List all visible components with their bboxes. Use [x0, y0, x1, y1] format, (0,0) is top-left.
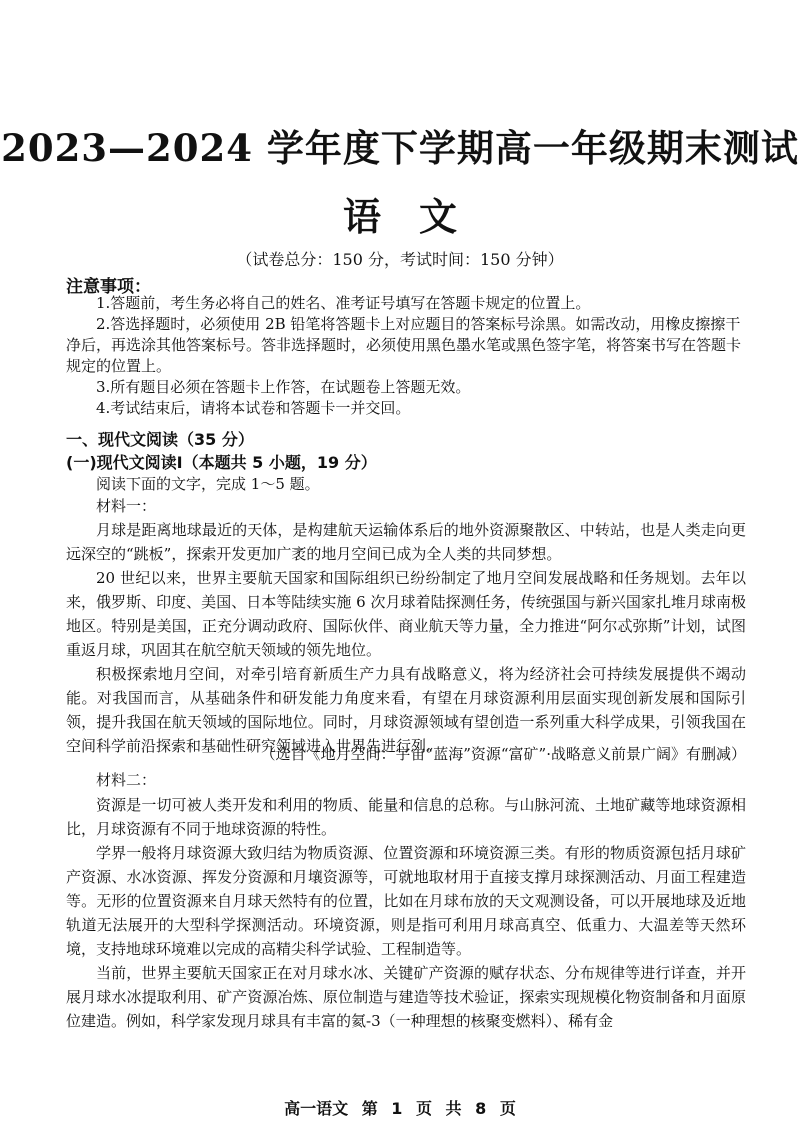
reading-instruction: 阅读下面的文字，完成 1～5 题。: [96, 475, 320, 493]
exam-title: 2023—2024 学年度下学期高一年级期末测试: [1, 126, 799, 170]
section-title: 一、现代文阅读（35 分）: [66, 430, 254, 449]
page-footer: 高一语文 第 1 页 共 8 页: [284, 1099, 516, 1118]
material-2-label: 材料二：: [96, 771, 157, 789]
paragraph: 20 世纪以来，世界主要航天国家和国际组织已纷纷制定了地月空间发展战略和任务规划。去年以来，俄罗斯、印度、美国、日本等陆续实施 6 次月球着陆探测任务，传统强国与新兴国家扎堆月球南极地区。特别是美国，正充分调动政府、国际伙伴、商业航天等力量，全力推进“阿尔忒弥斯”计划，试图重返月球，巩固其在航空航天领域的领先地位。: [66, 569, 746, 659]
paragraph: 当前，世界主要航天国家正在对月球水冰、关键矿产资源的赋存状态、分布规律等进行详查，并开展月球水冰提取利用、矿产资源冶炼、原位制造与建造等技术验证，探索实现规模化物资制备和月面原位建造。例如，科学家发现月球具有丰富的氦-3（一种理想的核聚变燃料）、稀有金: [66, 964, 746, 1030]
exam-meta: （试卷总分：150 分，考试时间：150 分钟）: [236, 250, 564, 269]
notice-item-1: 1.答题前，考生务必将自己的姓名、准考证号填写在答题卡规定的位置上。: [96, 294, 591, 312]
subsection-title: (一)现代文阅读Ⅰ（本题共 5 小题，19 分）: [66, 453, 377, 472]
notice-item-2: 2.答选择题时，必须使用 2B 铅笔将答题卡上对应题目的答案标号涂黑。如需改动，用橡皮擦擦干净后，再选涂其他答案标号。答非选择题时，必须使用黑色墨水笔或黑色签字笔，将答案书写在答题卡规定的位置上。: [66, 315, 742, 375]
paragraph: 积极探索地月空间，对牵引培育新质生产力具有战略意义，将为经济社会可持续发展提供不竭动能。对我国而言，从基础条件和研发能力角度来看，有望在月球资源利用层面实现创新发展和国际引领，提升我国在航天领域的国际地位。同时，月球资源领域有望创造一系列重大科学成果，引领我国在空间科学前沿探索和基础性研究领域进入世界先进行列。: [66, 665, 746, 755]
paragraph: 学界一般将月球资源大致归结为物质资源、位置资源和环境资源三类。有形的物质资源包括月球矿产资源、水冰资源、挥发分资源和月壤资源等，可就地取材用于直接支撑月球探测活动、月面工程建造等。无形的位置资源来自月球天然特有的位置，比如在月球布放的天文观测设备，可以开展地球及近地轨道无法展开的大型科学探测活动。环境资源，则是指可利用月球高真空、低重力、大温差等天然环境，支持地球环境难以完成的高精尖科学试验、工程制造等。: [66, 844, 746, 958]
notice-item-4: 4.考试结束后，请将本试卷和答题卡一并交回。: [96, 399, 411, 417]
material-2-body: [66, 793, 746, 1033]
notice-item-3: 3.所有题目必须在答题卡上作答，在试题卷上答题无效。: [96, 378, 471, 396]
subject-title: 语文: [342, 194, 495, 239]
material-1-label: 材料一：: [96, 497, 157, 515]
notice-title: 注意事项：: [66, 277, 151, 297]
material-1-body: [66, 518, 746, 758]
material-1-source: （选自《地月空间：宇宙“蓝海”资源“富矿”·战略意义前景广阔》有删减）: [260, 745, 746, 763]
paragraph: 资源是一切可被人类开发和利用的物质、能量和信息的总称。与山脉河流、土地矿藏等地球资源相比，月球资源有不同于地球资源的特性。: [66, 796, 746, 838]
paragraph: 月球是距离地球最近的天体，是构建航天运输体系后的地外资源聚散区、中转站，也是人类走向更远深空的“跳板”，探索开发更加广袤的地月空间已成为全人类的共同梦想。: [66, 521, 746, 563]
notice-list: [66, 293, 752, 419]
